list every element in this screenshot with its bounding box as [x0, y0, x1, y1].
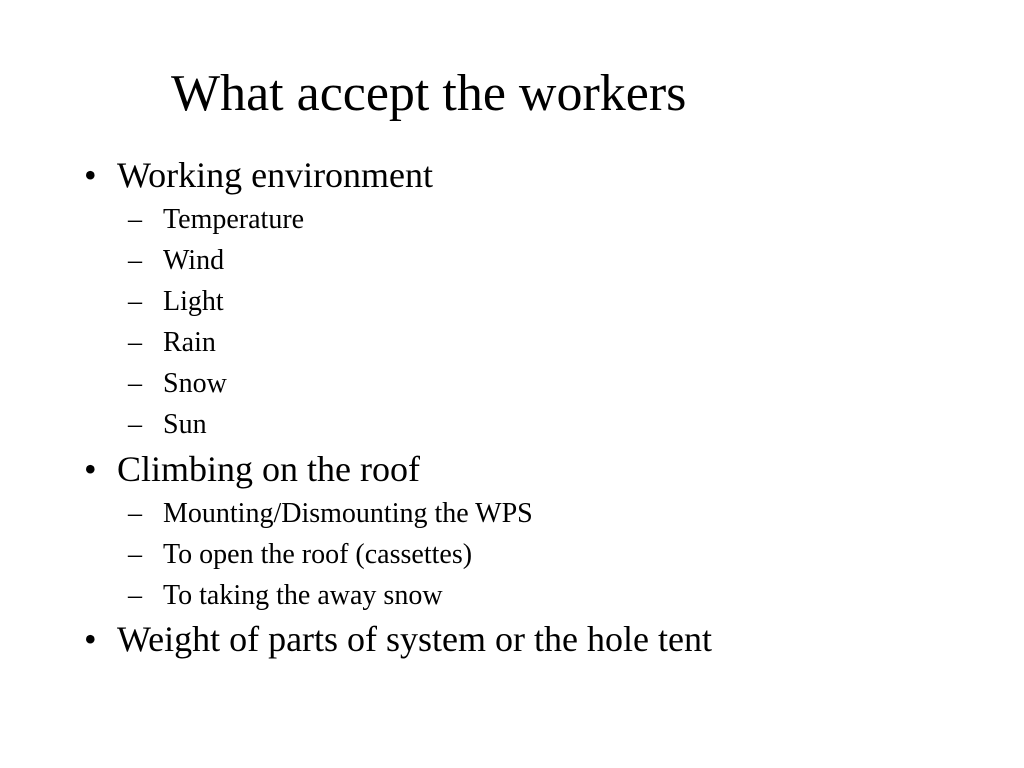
sub-bullet-text: Snow — [163, 368, 227, 399]
slide-title: What accept the workers — [171, 65, 687, 122]
sub-bullet-text: Mounting/Dismounting the WPS — [163, 498, 533, 529]
bullet-text: Weight of parts of system or the hole tent — [117, 619, 712, 659]
sub-bullet-marker: – — [128, 327, 142, 358]
sub-bullet-text: Wind — [163, 245, 225, 276]
sub-bullet-text: Sun — [163, 409, 207, 440]
sub-bullet-text: Light — [163, 286, 224, 317]
sub-bullet-marker: – — [128, 245, 142, 276]
bullet-text: Climbing on the roof — [117, 449, 420, 489]
sub-bullet-marker: – — [128, 286, 142, 317]
sub-bullet-text: To open the roof (cassettes) — [163, 539, 473, 570]
sub-bullet-marker: – — [128, 498, 142, 529]
sub-bullet-marker: – — [128, 539, 142, 570]
sub-bullet-marker: – — [128, 204, 142, 235]
bullet-marker: • — [84, 155, 97, 195]
bullet-marker: • — [84, 449, 97, 489]
sub-bullet-marker: – — [128, 409, 142, 440]
sub-bullet-text: To taking the away snow — [163, 580, 443, 611]
bullet-marker: • — [84, 619, 97, 659]
sub-bullet-text: Rain — [163, 327, 216, 358]
sub-bullet-text: Temperature — [163, 204, 305, 235]
bullet-text: Working environment — [117, 155, 434, 195]
sub-bullet-marker: – — [128, 368, 142, 399]
sub-bullet-marker: – — [128, 580, 142, 611]
